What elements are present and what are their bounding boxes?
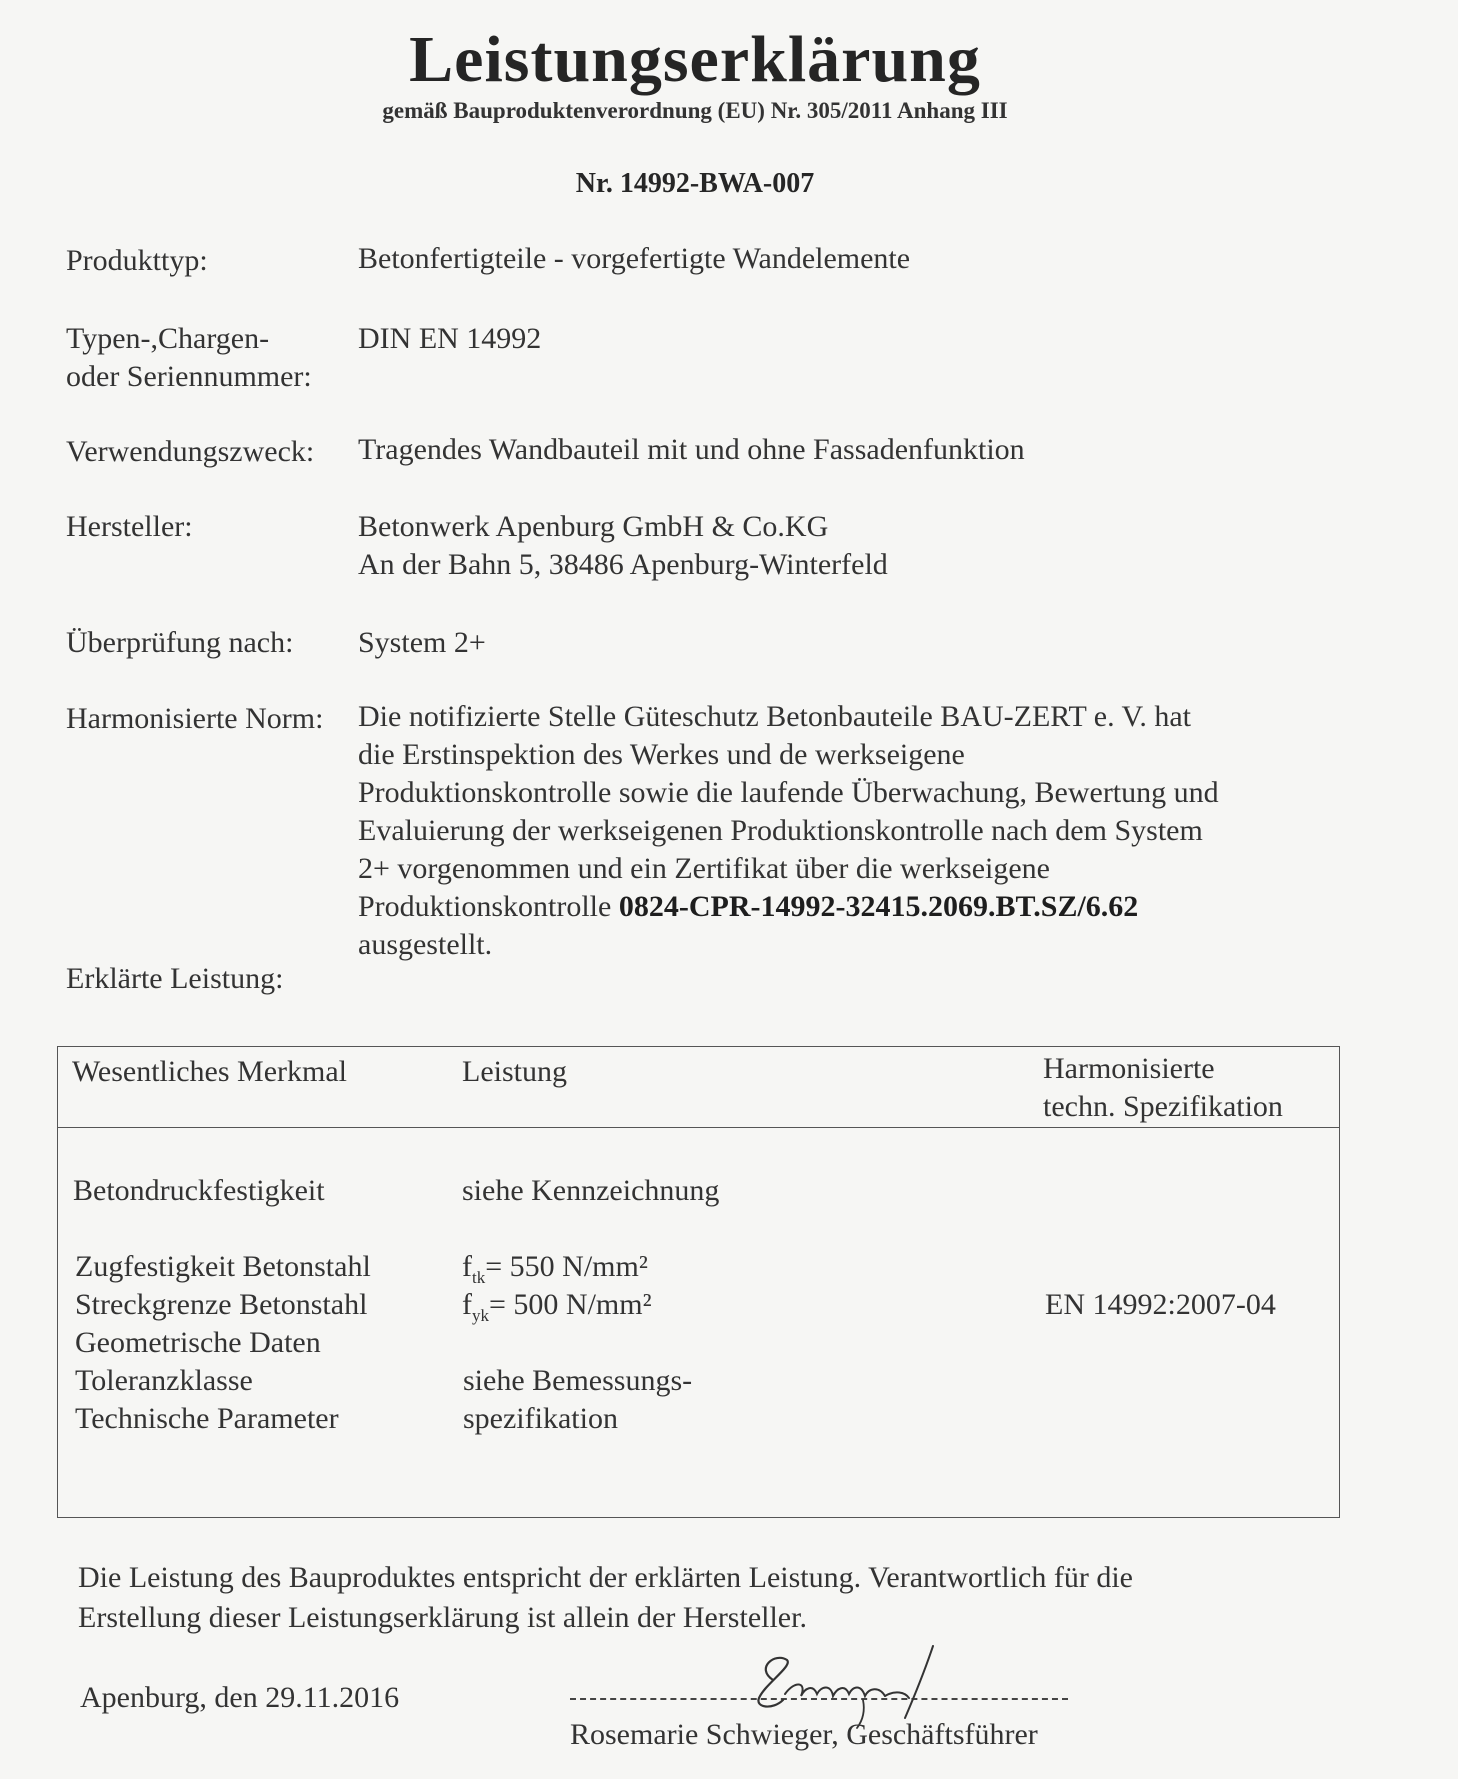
produkttyp-value: Betonfertigteile - vorgefertigte Wandelemente [358,242,911,275]
ftk-value: = 550 N/mm² [485,1250,648,1283]
row-merkmal-parameter: Technische Parameter [75,1402,339,1435]
row-leistung-bemessung-line2: spezifikation [463,1402,618,1435]
signatory-name: Rosemarie Schwieger, Geschäftsführer [570,1718,1038,1751]
norm-text-line3: Produktionskontrolle sowie die laufende Überwachung, Bewertung und [358,776,1219,809]
header-spec-line2: techn. Spezifikation [1043,1090,1283,1123]
table-header-divider [57,1127,1340,1128]
row-merkmal-toleranz: Toleranzklasse [75,1364,253,1397]
typen-label-line2: oder Seriennummer: [66,360,312,393]
norm-text-line1: Die notifizierte Stelle Güteschutz Betonbauteile BAU-ZERT e. V. hat [358,700,1191,733]
ftk-symbol: f [462,1250,472,1283]
verwendungszweck-label: Verwendungszweck: [66,435,315,468]
norm-text-line2: die Erstinspektion des Werkes und de werkseigene [358,738,965,771]
norm-text-line5: 2+ vorgenommen und ein Zertifikat über die werkseigene [358,852,1050,885]
header-leistung: Leistung [462,1055,567,1088]
row-leistung-bemessung-line1: siehe Bemessungs- [463,1364,693,1397]
row-merkmal-geometrie: Geometrische Daten [75,1326,321,1359]
norm-text-line6-prefix: Produktionskontrolle [358,890,612,923]
row-spec-value: EN 14992:2007-04 [1045,1288,1276,1321]
fyk-value: = 500 N/mm² [489,1288,652,1321]
norm-text-line6 [358,888,1338,926]
norm-text-line7: ausgestellt. [358,928,493,961]
norm-text-line4: Evaluierung der werkseigenen Produktionskontrolle nach dem System [358,814,1203,847]
document-subtitle: gemäß Bauproduktenverordnung (EU) Nr. 305/2011 Anhang III [382,98,1008,123]
pruefung-value: System 2+ [358,626,486,659]
row-merkmal-betondruck: Betondruckfestigkeit [73,1174,325,1207]
produkttyp-label: Produkttyp: [66,244,208,277]
fyk-symbol: f [462,1288,472,1321]
erklaerte-leistung-label: Erklärte Leistung: [66,962,284,995]
document-title: Leistungserklärung [409,23,981,96]
ftk-subscript: tk [472,1268,486,1287]
hersteller-label: Hersteller: [66,510,193,543]
row-merkmal-zugfestigkeit: Zugfestigkeit Betonstahl [75,1250,371,1283]
place-and-date: Apenburg, den 29.11.2016 [80,1681,400,1714]
typen-value: DIN EN 14992 [358,322,542,355]
row-leistung-streckgrenze [462,1286,652,1335]
verwendungszweck-value: Tragendes Wandbauteil mit und ohne Fassadenfunktion [358,433,1025,466]
typen-label-line1: Typen-,Chargen- [66,322,270,355]
pruefung-label: Überprüfung nach: [66,626,294,659]
fyk-subscript: yk [472,1306,489,1325]
hersteller-address: An der Bahn 5, 38486 Apenburg-Winterfeld [358,548,888,581]
header-merkmal: Wesentliches Merkmal [72,1055,347,1088]
certificate-number: 0824-CPR-14992-32415.2069.BT.SZ/6.62 [618,890,1139,923]
statement-line1: Die Leistung des Bauproduktes entspricht der erklärten Leistung. Verantwortlich für die [78,1561,1133,1594]
hersteller-name: Betonwerk Apenburg GmbH & Co.KG [358,510,829,543]
norm-label: Harmonisierte Norm: [66,702,324,735]
row-leistung-betondruck: siehe Kennzeichnung [462,1174,720,1207]
header-spec-line1: Harmonisierte [1043,1052,1215,1085]
row-merkmal-streckgrenze: Streckgrenze Betonstahl [75,1288,368,1321]
document-number: Nr. 14992-BWA-007 [575,168,815,199]
statement-line2: Erstellung dieser Leistungserklärung ist allein der Hersteller. [78,1601,807,1634]
